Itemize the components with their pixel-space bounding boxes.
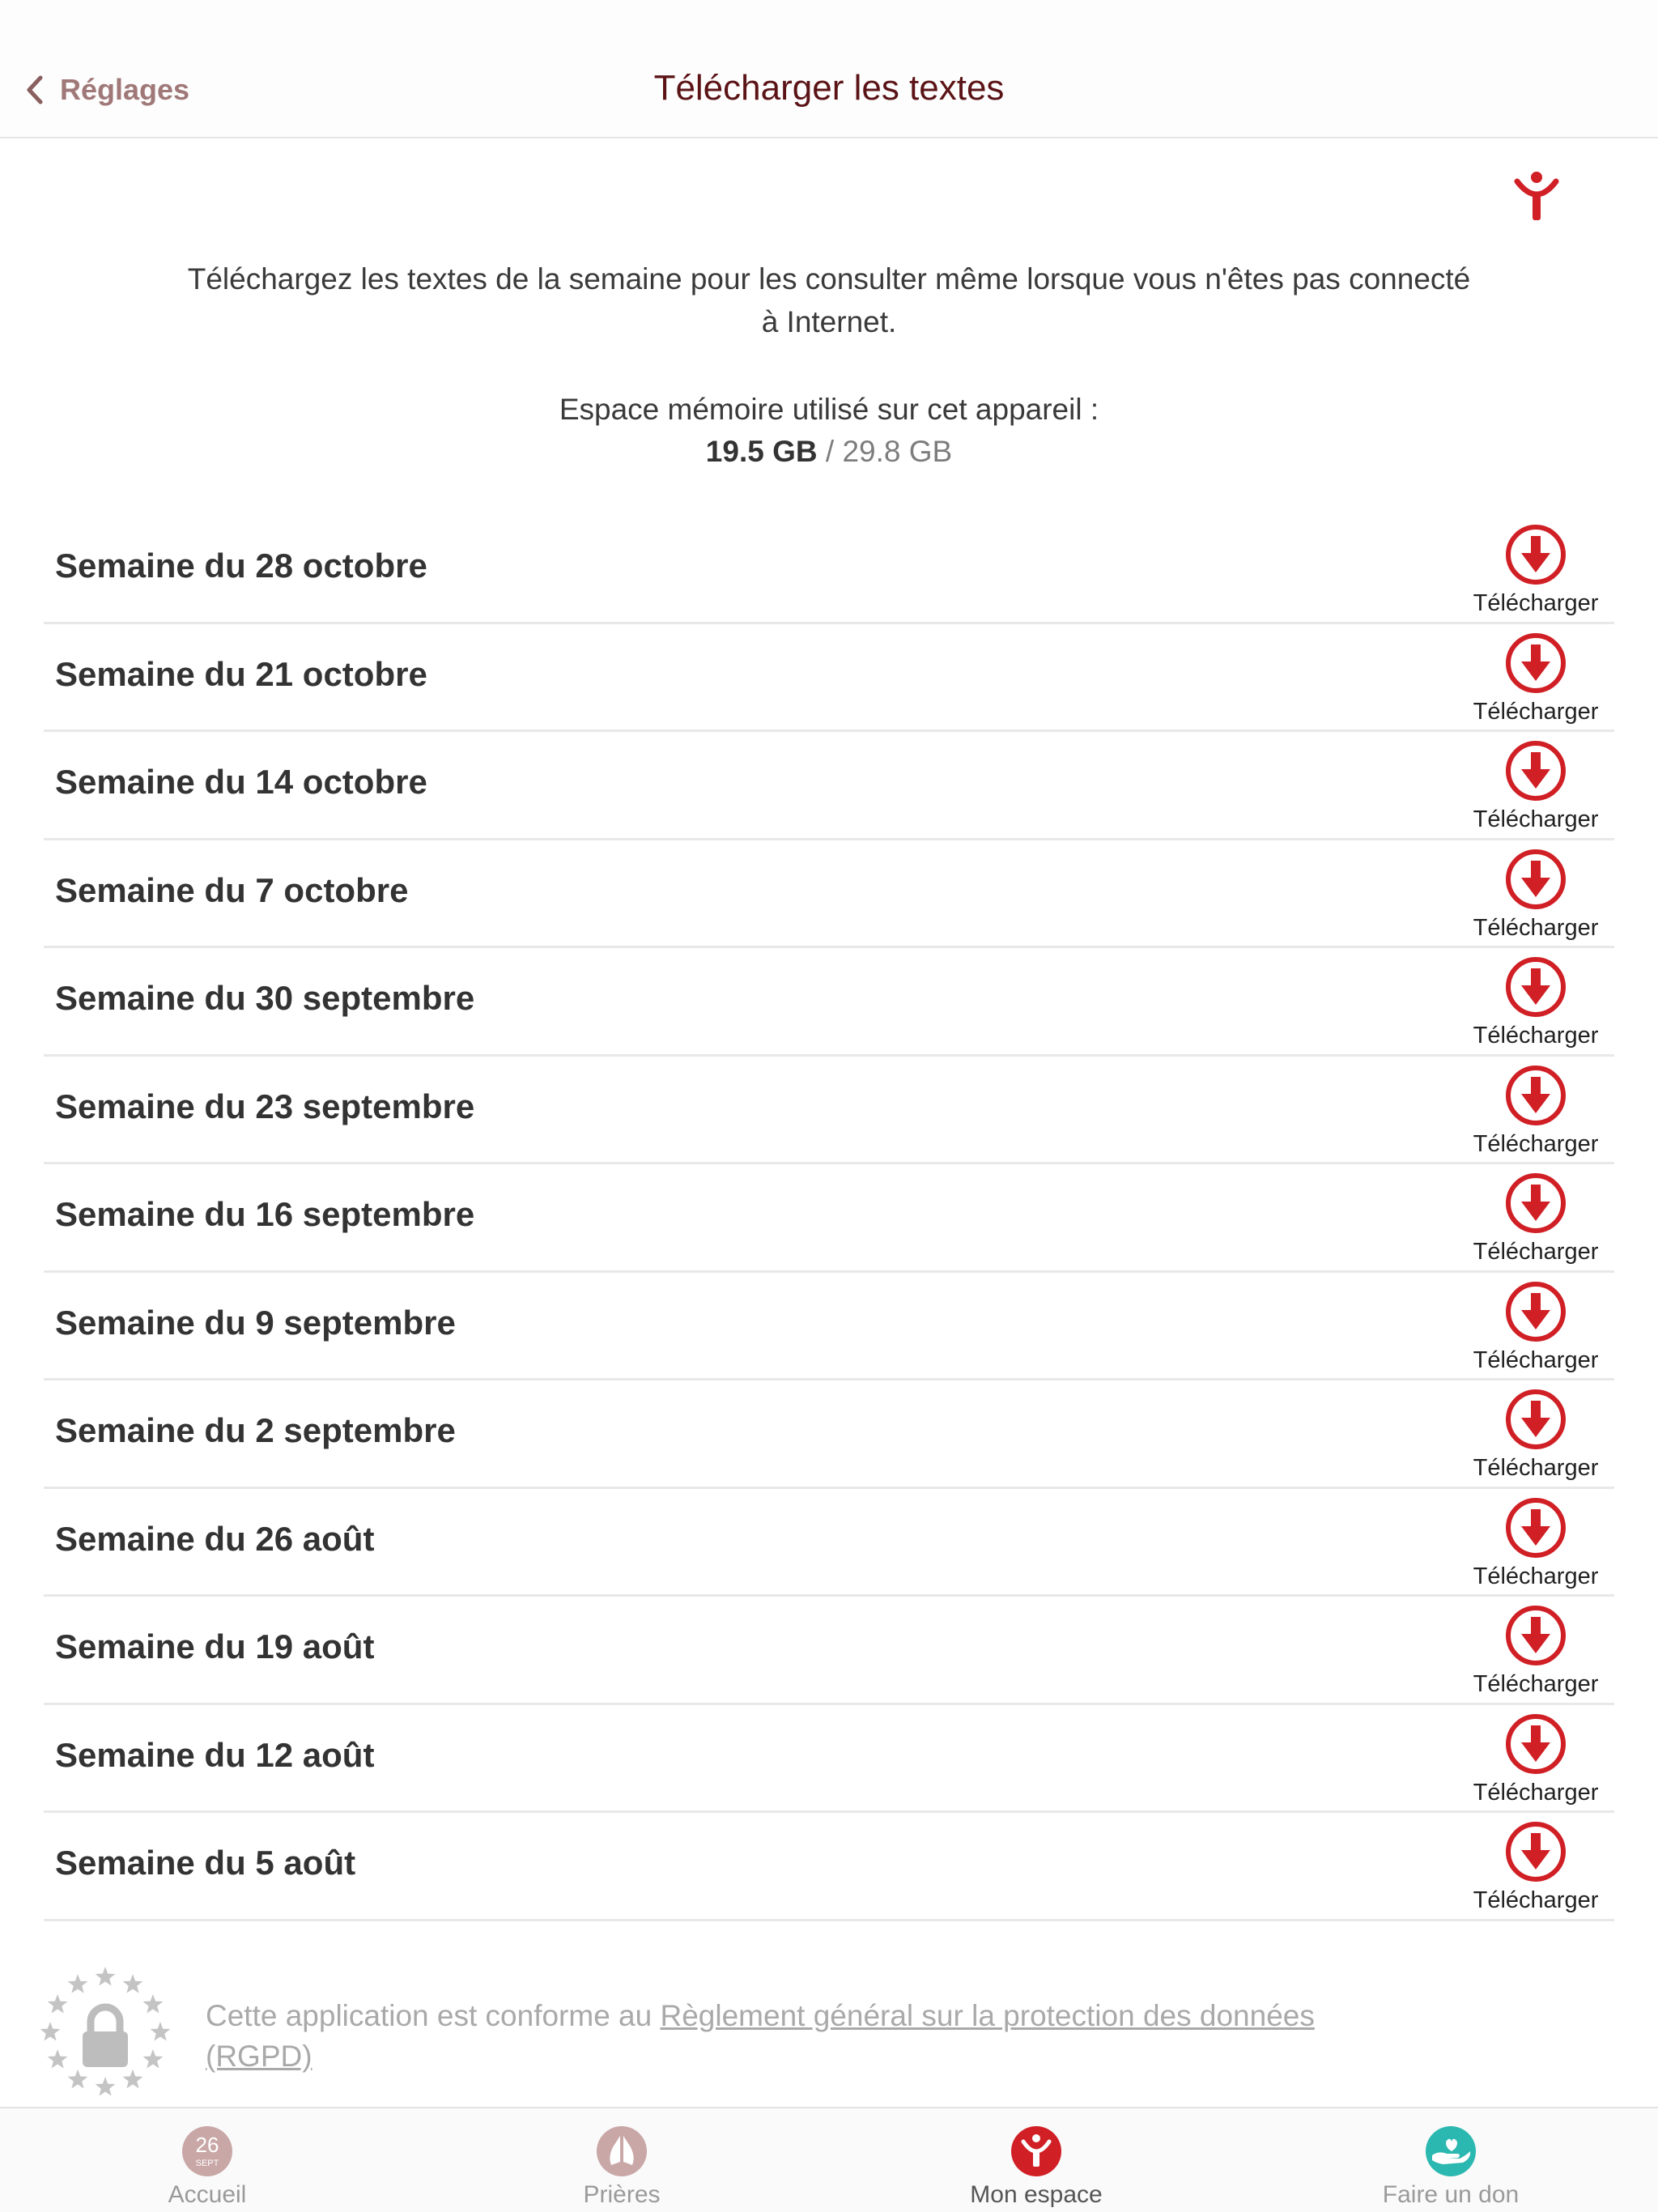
download-label: Télécharger [1473, 806, 1599, 832]
download-arrow-icon [1503, 955, 1568, 1019]
download-label: Télécharger [1473, 1023, 1599, 1049]
week-row [44, 516, 1614, 624]
download-label: Télécharger [1473, 1563, 1599, 1589]
person-raising-arms-icon [1512, 170, 1561, 222]
navigation-bar [0, 0, 1658, 138]
week-label: Semaine du 21 octobre [55, 654, 427, 693]
download-arrow-icon [1503, 1495, 1568, 1560]
week-row [44, 1705, 1614, 1814]
download-arrow-icon [1503, 847, 1568, 912]
download-label: Télécharger [1473, 1671, 1599, 1697]
download-button[interactable] [1469, 847, 1603, 944]
download-arrow-icon [1503, 631, 1568, 696]
week-label: Semaine du 26 août [55, 1519, 375, 1558]
eu-star [151, 2022, 171, 2041]
storage-separator: / [817, 435, 843, 468]
week-label: Semaine du 19 août [55, 1627, 375, 1665]
gdpr-notice [32, 1963, 1490, 2101]
week-row [44, 948, 1614, 1057]
download-button[interactable] [1469, 522, 1603, 619]
tab-accueil[interactable] [0, 2108, 414, 2212]
week-row [44, 1164, 1614, 1273]
download-arrow-icon [1503, 1712, 1568, 1776]
weeks-list [44, 516, 1614, 1921]
eu-star [40, 2022, 61, 2041]
download-arrow-icon [1503, 1279, 1568, 1344]
download-arrow-icon [1503, 522, 1568, 587]
week-row [44, 1380, 1614, 1489]
week-label: Semaine du 28 octobre [55, 547, 427, 585]
download-button[interactable] [1469, 1279, 1603, 1376]
download-label: Télécharger [1473, 590, 1599, 616]
week-label: Semaine du 12 août [55, 1735, 375, 1774]
download-button[interactable] [1469, 631, 1603, 728]
eu-star [143, 2049, 164, 2069]
week-row [44, 1597, 1614, 1705]
download-arrow-icon [1503, 1063, 1568, 1128]
download-arrow-icon [1503, 1819, 1568, 1884]
storage-label: Espace mémoire utilisé sur cet appareil : [559, 393, 1099, 426]
week-row [44, 1489, 1614, 1597]
eu-star [48, 1994, 68, 2014]
giving-hand-icon [1424, 2125, 1477, 2178]
week-label: Semaine du 9 septembre [55, 1303, 456, 1342]
storage-total: 29.8 GB [842, 435, 953, 468]
eu-star [123, 1974, 143, 1993]
download-button[interactable] [1469, 955, 1603, 1052]
person-icon [1010, 2125, 1063, 2178]
week-label: Semaine du 23 septembre [55, 1087, 475, 1125]
week-label: Semaine du 30 septembre [55, 979, 475, 1017]
download-label: Télécharger [1473, 1130, 1599, 1157]
week-row [44, 624, 1614, 733]
eu-star [96, 2077, 116, 2096]
tab-label: Prières [583, 2181, 661, 2208]
download-button[interactable] [1469, 1387, 1603, 1484]
week-row [44, 732, 1614, 840]
tab-prieres[interactable] [414, 2108, 829, 2212]
eu-star [143, 1994, 164, 2014]
download-arrow-icon [1503, 1387, 1568, 1452]
week-label: Semaine du 16 septembre [55, 1195, 475, 1233]
eu-star [48, 2049, 68, 2069]
download-label: Télécharger [1473, 1455, 1599, 1481]
storage-used: 19.5 GB [705, 435, 818, 468]
week-row [44, 1813, 1614, 1921]
download-button[interactable] [1469, 1495, 1603, 1593]
tab-bar [0, 2107, 1658, 2212]
back-label: Réglages [60, 73, 190, 106]
tab-label: Mon espace [970, 2181, 1103, 2208]
week-label: Semaine du 7 octobre [55, 870, 409, 909]
tab-label: Accueil [168, 2181, 247, 2208]
gdpr-text [206, 1996, 1339, 2077]
calendar-month: SEPT [195, 2159, 219, 2168]
download-label: Télécharger [1473, 914, 1599, 941]
week-label: Semaine du 14 octobre [55, 763, 427, 801]
eu-star [96, 1967, 116, 1986]
download-button[interactable] [1469, 1603, 1603, 1700]
download-label: Télécharger [1473, 1779, 1599, 1806]
praying-hands-icon [595, 2125, 648, 2178]
download-button[interactable] [1469, 1171, 1603, 1268]
tab-faire-un-don[interactable] [1244, 2108, 1658, 2212]
download-arrow-icon [1503, 1603, 1568, 1668]
download-button[interactable] [1469, 1819, 1603, 1916]
download-arrow-icon [1503, 1171, 1568, 1236]
download-button[interactable] [1469, 1712, 1603, 1809]
week-row [44, 1273, 1614, 1381]
week-label: Semaine du 5 août [55, 1844, 356, 1882]
download-button[interactable] [1469, 738, 1603, 836]
download-label: Télécharger [1473, 698, 1599, 725]
eu-star [68, 2069, 88, 2089]
download-arrow-icon [1503, 738, 1568, 803]
calendar-date-icon [181, 2125, 234, 2178]
week-label: Semaine du 2 septembre [55, 1411, 456, 1449]
eu-star [123, 2069, 143, 2089]
tab-label: Faire un don [1382, 2181, 1520, 2208]
week-row [44, 1057, 1614, 1165]
gdpr-link[interactable]: Règlement général sur la protection des données (RGPD) [206, 1999, 1315, 2073]
intro-text: Téléchargez les textes de la semaine pour les consulter même lorsque vous n'êtes pas connecté à Internet. [187, 262, 1471, 338]
download-label: Télécharger [1473, 1887, 1599, 1913]
download-label: Télécharger [1473, 1239, 1599, 1265]
eu-stars-lock-icon [32, 1963, 178, 2101]
storage-usage [0, 431, 1658, 473]
page-title: Télécharger les textes [653, 68, 1005, 108]
calendar-day: 26 [195, 2133, 219, 2157]
gdpr-prefix: Cette application est conforme au [206, 1999, 661, 2032]
eu-star [68, 1974, 88, 1993]
tab-mon-espace[interactable] [829, 2108, 1244, 2212]
download-button[interactable] [1469, 1063, 1603, 1160]
download-label: Télécharger [1473, 1346, 1599, 1373]
week-row [44, 840, 1614, 949]
